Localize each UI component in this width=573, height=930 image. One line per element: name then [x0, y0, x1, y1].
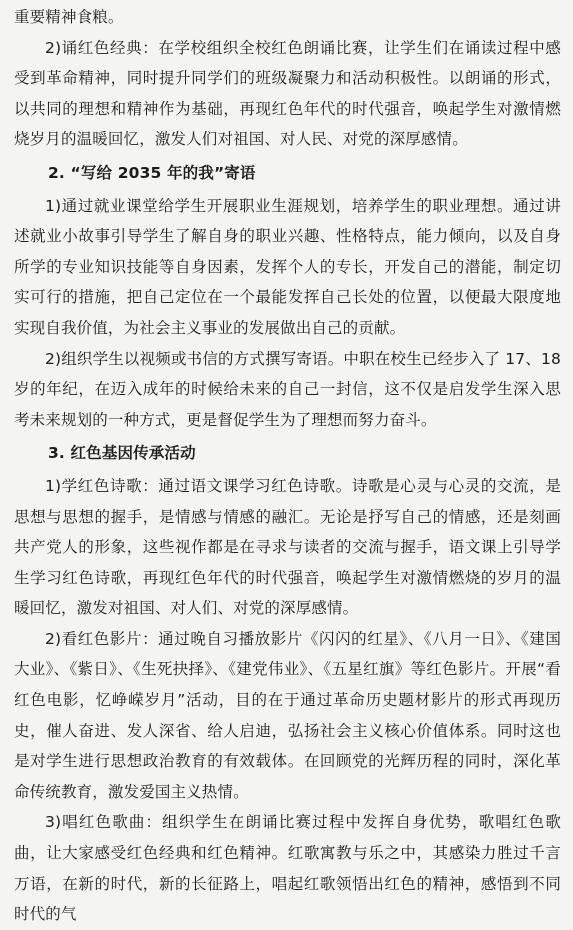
paragraph-career-planning: 1)通过就业课堂给学生开展职业生涯规划，培养学生的职业理想。通过讲述就业小故事引导学生了解自身的职业兴趣、性格特点，能力倾向，以及自身所学的专业知识技能等自身因素，发挥个人的专长，开发自己的潜能，制定切实可行的措施，把自己定位在一个最能发挥自己长处的位置，以便最大限度地实现自我价值，为社会主义事业的发展做出自己的贡献。 [14, 196, 561, 337]
section-heading-2035-message: 2. “写给 2035 年的我”寄语 [48, 163, 256, 182]
paragraph-letter-to-future: 2)组织学生以视频或书信的方式撰写寄语。中职在校生已经步入了 17、18 岁的年纪，在迈入成年的时候给未来的自己一封信，这不仅是启发学生深入思考未来规划的一种方式，更是督促学生为了理想而努力奋斗。 [14, 349, 561, 429]
paragraph-red-films: 2)看红色影片：通过晚自习播放影片《闪闪的红星》、《八月一日》、《建国大业》、《紫日》、《生死抉择》、《建党伟业》、《五星红旗》等红色影片。开展“看红色电影，忆峥嵘岁月”活动，目的在于通过革命历史题材影片的形式再现历史，催人奋进、发人深省、给人启迪，弘扬社会主义核心价值体系。同时这也是对学生进行思想政治教育的有效载体。在回顾党的光辉历程的同时，深化革命传统教育，激发爱国主义热情。 [14, 629, 561, 801]
paragraph-red-poetry: 1)学红色诗歌：通过语文课学习红色诗歌。诗歌是心灵与心灵的交流，是思想与思想的握手，是情感与情感的融汇。无论是抒写自己的情感，还是刻画共产党人的形象，这些视作都是在寻求与读者的交流与握手，语文课上引导学生学习红色诗歌，再现红色年代的时代强音，唤起学生对激情燃烧的岁月的温暖回忆，激发对祖国、对人们、对党的深厚感情。 [14, 476, 561, 618]
paragraph-recite-red-classics: 2)诵红色经典：在学校组织全校红色朗诵比赛，让学生们在诵读过程中感受到革命精神，同时提升同学们的班级凝聚力和活动积极性。以朗诵的形式，以共同的理想和精神作为基础，再现红色年代的时代强音，唤起学生对激情燃烧岁月的温暖回忆，激发人们对祖国、对人民、对党的深厚感情。 [14, 38, 561, 149]
document-page [0, 2, 573, 924]
paragraph-red-songs: 3)唱红色歌曲：组织学生在朗诵比赛过程中发挥自身优势，歌唱红色歌曲，让大家感受红色经典和红色精神。红歌寓教与乐之中，其感染力胜过千言万语，在新的时代，新的长征路上，唱起红歌领悟出红色的精神，感悟到不同时代的气 [14, 813, 561, 924]
section-heading-red-gene: 3. 红色基因传承活动 [48, 444, 196, 463]
intro-tail: 重要精神食粮。 [14, 8, 124, 26]
